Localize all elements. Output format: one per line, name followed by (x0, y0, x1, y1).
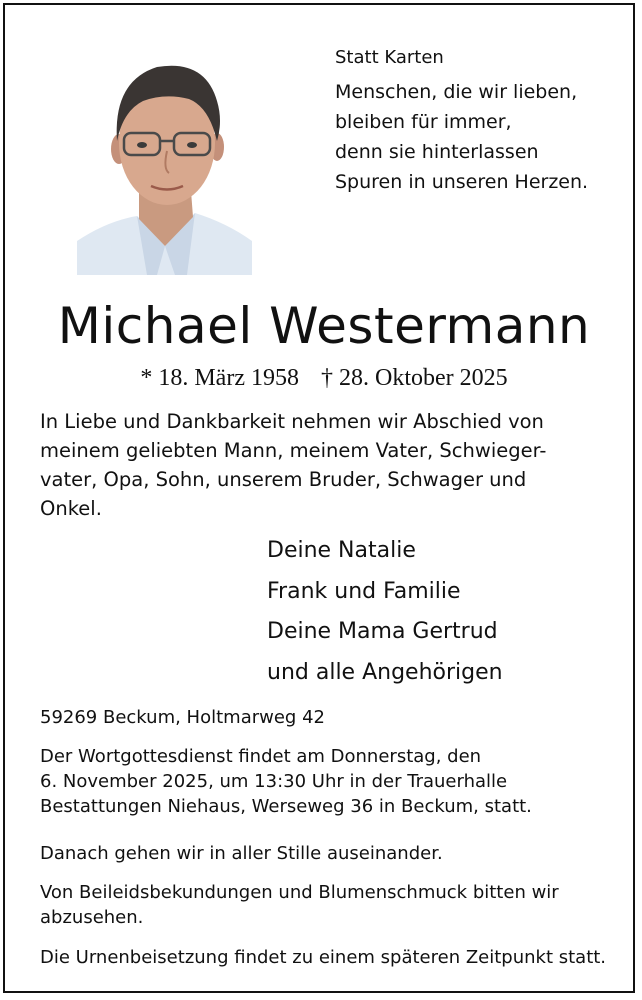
farewell-line: Onkel. (40, 497, 102, 520)
farewell-line: In Liebe und Dankbarkeit nehmen wir Abschied von (40, 410, 544, 433)
service-info (40, 744, 630, 819)
afterwards-note: Danach gehen wir in aller Stille auseinander. (40, 843, 443, 864)
poem-line: denn sie hinterlassen (335, 141, 539, 163)
deceased-name: Michael Westermann (57, 297, 591, 355)
service-line: 6. November 2025, um 13:30 Uhr in der Trauerhalle (40, 771, 508, 792)
poem-line: Menschen, die wir lieben, (335, 81, 578, 103)
condolence-line: Von Beileidsbekundungen und Blumenschmuck bitten wir (40, 882, 559, 903)
mourner: Frank und Familie (267, 578, 461, 604)
mourner: und alle Angehörigen (267, 659, 503, 685)
farewell-line: meinem geliebten Mann, meinem Vater, Schwieger- (40, 439, 547, 462)
service-line: Der Wortgottesdienst findet am Donnerstag, den (40, 746, 482, 767)
mourner: Deine Mama Gertrud (267, 619, 498, 644)
service-line: Bestattungen Niehaus, Werseweg 36 in Beckum, statt. (40, 796, 532, 817)
poem (335, 43, 588, 197)
poem-line: Spuren in unseren Herzen. (335, 171, 589, 193)
statt-karten-label: Statt Karten (335, 47, 444, 68)
condolence-line: abzusehen. (40, 907, 144, 928)
farewell-line: vater, Opa, Sohn, unserem Bruder, Schwager und (40, 468, 527, 491)
mourner: Deine Natalie (267, 538, 416, 563)
mourners-list (267, 531, 503, 693)
portrait-photo (77, 41, 252, 275)
address: 59269 Beckum, Holtmarweg 42 (40, 707, 325, 728)
death-date: † 28. Oktober 2025 (320, 365, 508, 391)
condolence-note (40, 880, 630, 930)
urn-burial-note: Die Urnenbeisetzung findet zu einem späteren Zeitpunkt statt. (40, 947, 607, 968)
farewell-text (40, 407, 620, 523)
poem-line: bleiben für immer, (335, 111, 512, 133)
obituary-card (3, 3, 635, 993)
birth-date: * 18. März 1958 (140, 365, 299, 391)
life-dates (5, 365, 642, 392)
